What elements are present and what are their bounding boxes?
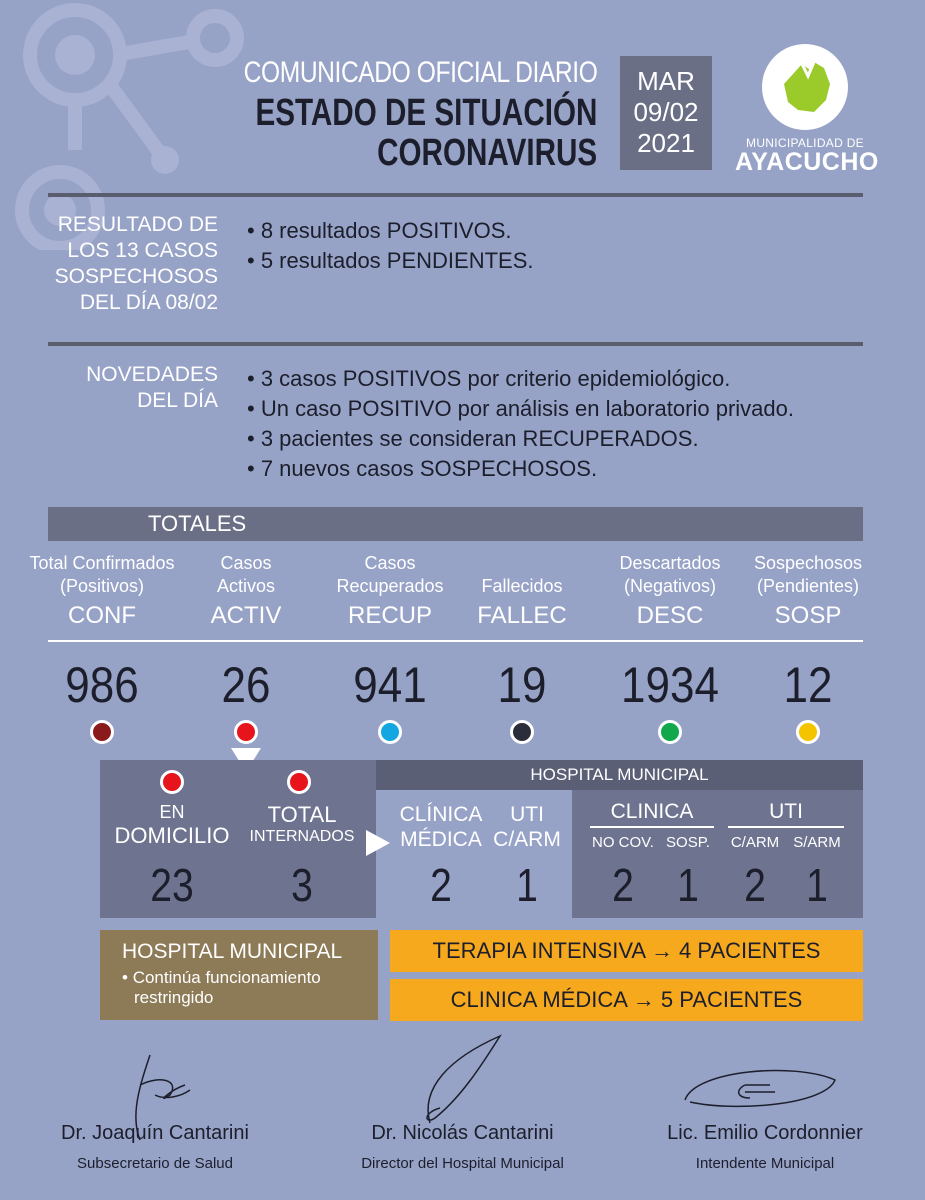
- list-item: • 5 resultados PENDIENTES.: [247, 246, 534, 276]
- total-value: 12: [783, 657, 833, 713]
- hospital-title: HOSPITAL MUNICIPAL: [376, 760, 863, 790]
- domicilio-value: 23: [150, 859, 194, 911]
- clinica-medica-value: 2: [430, 859, 452, 911]
- no-cov-label: NO COV.: [592, 834, 654, 851]
- internados-label: TOTAL INTERNADOS: [249, 802, 355, 845]
- date-box: [620, 56, 712, 170]
- status-dot-icon: [796, 720, 820, 744]
- list-item: • Un caso POSITIVO por análisis en laboratorio privado.: [247, 394, 794, 424]
- signer-role: Intendente Municipal: [695, 1155, 835, 1172]
- signature-block-3: [660, 1122, 870, 1172]
- c-arm-label: C/ARM: [730, 834, 780, 851]
- signer-name: Dr. Joaquín Cantarini: [61, 1122, 249, 1144]
- list-item: • 8 resultados POSITIVOS.: [247, 216, 534, 246]
- uti-carm-label: UTI C/ARM: [493, 803, 561, 851]
- s-arm-label: S/ARM: [793, 834, 841, 851]
- header-subtitle: COMUNICADO OFICIAL DIARIO: [243, 56, 597, 89]
- category-label: Casos Recuperados RECUP: [336, 553, 444, 629]
- signer-role: Subsecretario de Salud: [77, 1155, 233, 1172]
- category-label: Total Confirmados (Positivos) CONF: [29, 553, 175, 629]
- date-year: 2021: [637, 128, 695, 158]
- header-title-line2: CORONAVIRUS: [376, 132, 597, 174]
- c-arm-value: 2: [744, 859, 766, 911]
- terapia-intensiva-bar: TERAPIA INTENSIVA → 4 PACIENTES: [390, 930, 863, 972]
- internados-value: 3: [291, 859, 313, 911]
- total-value: 1934: [621, 657, 719, 713]
- red-dot-icon: [287, 770, 311, 794]
- category-label: Descartados (Negativos) DESC: [619, 553, 721, 629]
- divider: [48, 640, 863, 642]
- resultados-list: [247, 216, 534, 276]
- status-dot-icon: [378, 720, 402, 744]
- novedades-label: NOVEDADES DEL DÍA: [86, 363, 218, 412]
- total-value: 26: [221, 657, 271, 713]
- novedades-list: [247, 364, 794, 484]
- date-day: MAR: [637, 66, 695, 96]
- header-title-line1: ESTADO DE SITUACIÓN: [255, 92, 597, 134]
- category-label: Fallecidos FALLEC: [477, 576, 567, 629]
- list-item: • 3 casos POSITIVOS por criterio epidemiológico.: [247, 364, 794, 394]
- signature-block-2: [340, 1122, 585, 1172]
- list-item: • 7 nuevos casos SOSPECHOSOS.: [247, 454, 794, 484]
- sosp-value: 1: [677, 859, 699, 911]
- municipality-logo: [735, 44, 879, 176]
- red-dot-icon: [160, 770, 184, 794]
- domicilio-label: EN DOMICILIO: [114, 802, 230, 848]
- logo-text-top: MUNICIPALIDAD DE: [746, 136, 864, 150]
- s-arm-value: 1: [806, 859, 828, 911]
- total-value: 986: [65, 657, 139, 713]
- resultados-label: RESULTADO DE LOS 13 CASOS SOSPECHOSOS DEL DÍA 08/02: [54, 213, 218, 314]
- signer-name: Lic. Emilio Cordonnier: [667, 1122, 863, 1144]
- total-value: 19: [497, 657, 547, 713]
- clinica-medica-label: CLÍNICA MÉDICA: [399, 803, 483, 851]
- status-dot-icon: [90, 720, 114, 744]
- divider: [48, 342, 863, 346]
- no-cov-value: 2: [612, 859, 634, 911]
- logo-text-bottom: AYACUCHO: [735, 148, 879, 176]
- hospital-note-text: • Continúa funcionamiento restringido: [122, 968, 321, 1007]
- total-value: 941: [353, 657, 427, 713]
- status-dot-icon: [234, 720, 258, 744]
- signature-3: [675, 1060, 845, 1120]
- totales-title: TOTALES: [48, 507, 863, 541]
- signature-block-1: [40, 1122, 270, 1172]
- hospital-note: [100, 930, 378, 1020]
- status-dot-icon: [510, 720, 534, 744]
- hospital-note-title: HOSPITAL MUNICIPAL: [122, 940, 343, 963]
- signature-2: [410, 1028, 520, 1128]
- logo-emblem: [762, 44, 848, 130]
- list-item: • 3 pacientes se consideran RECUPERADOS.: [247, 424, 794, 454]
- sosp-label: SOSP.: [666, 834, 710, 851]
- divider: [590, 826, 714, 828]
- divider: [48, 193, 863, 197]
- ayacucho-map-icon: [762, 44, 848, 130]
- uti-carm-value: 1: [516, 859, 538, 911]
- category-label: Sospechosos (Pendientes) SOSP: [753, 553, 863, 629]
- status-dot-icon: [658, 720, 682, 744]
- divider: [728, 826, 844, 828]
- uti-title: UTI: [769, 800, 803, 823]
- clinica-title: CLINICA: [610, 800, 694, 823]
- category-label: Casos Activos ACTIV: [210, 553, 282, 629]
- date-date: 09/02: [633, 97, 699, 127]
- clinica-medica-bar: CLINICA MÉDICA → 5 PACIENTES: [390, 979, 863, 1021]
- arrow-right-icon: [366, 830, 390, 856]
- signer-role: Director del Hospital Municipal: [361, 1155, 564, 1172]
- signer-name: Dr. Nicolás Cantarini: [371, 1122, 554, 1144]
